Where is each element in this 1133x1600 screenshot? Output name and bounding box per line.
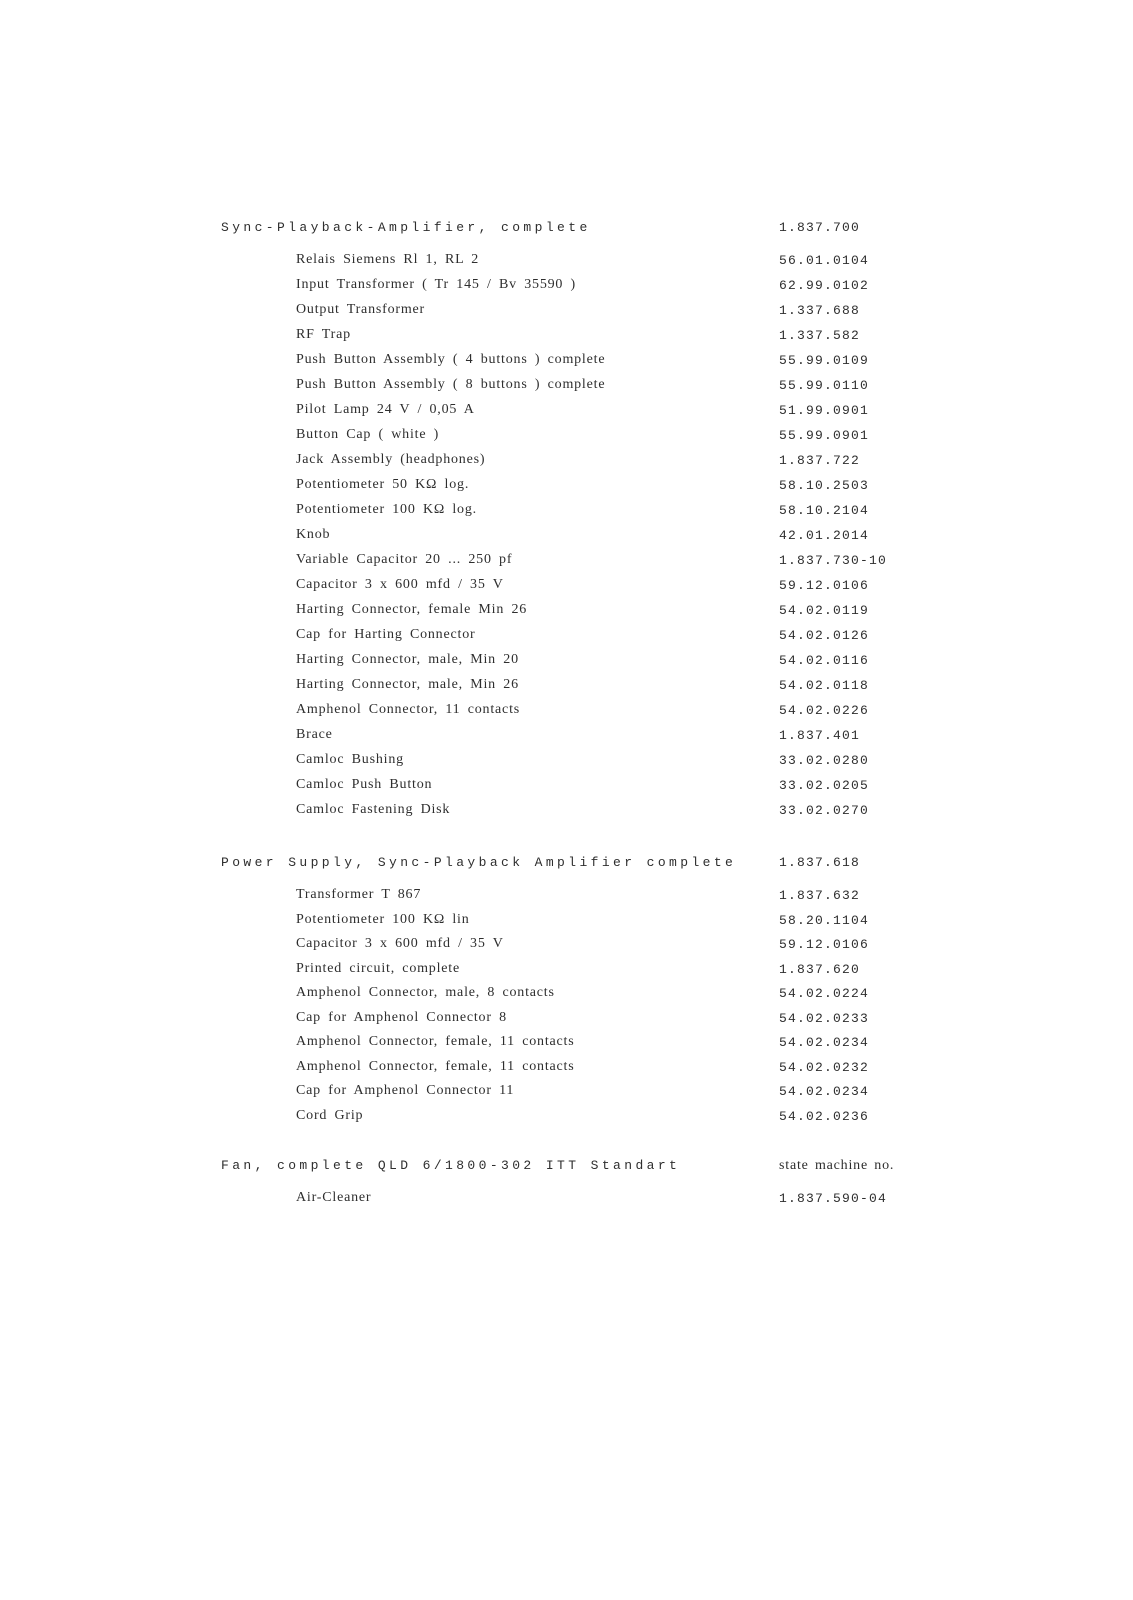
item-part-number: 1.837.722	[779, 453, 861, 468]
item-label: Cap for Harting Connector	[296, 627, 476, 642]
item-label: Potentiometer 50 KΩ log.	[296, 477, 470, 492]
list-item	[0, 277, 1133, 302]
item-label: Harting Connector, female Min 26	[296, 602, 528, 617]
item-part-number: 54.02.0119	[779, 603, 870, 618]
item-part-number: 33.02.0280	[779, 753, 870, 768]
item-part-number: 55.99.0110	[779, 378, 870, 393]
item-label: Cap for Amphenol Connector 11	[296, 1083, 515, 1098]
item-part-number: 42.01.2014	[779, 528, 870, 543]
item-label: Input Transformer ( Tr 145 / Bv 35590 )	[296, 277, 576, 292]
section-title: Sync-Playback-Amplifier, complete	[221, 220, 591, 235]
item-part-number: 54.02.0234	[779, 1084, 870, 1099]
item-label: Transformer T 867	[296, 887, 422, 902]
item-label: Potentiometer 100 KΩ lin	[296, 911, 470, 927]
item-part-number: 58.10.2503	[779, 478, 870, 493]
list-item	[0, 1083, 1133, 1108]
list-item	[0, 936, 1133, 961]
list-item	[0, 1108, 1133, 1133]
item-label: Camloc Fastening Disk	[296, 802, 451, 817]
item-label: Amphenol Connector, female, 11 contacts	[296, 1034, 575, 1049]
list-item	[0, 777, 1133, 802]
item-label: Harting Connector, male, Min 26	[296, 677, 519, 692]
item-part-number: 54.02.0118	[779, 678, 870, 693]
item-label: Camloc Bushing	[296, 752, 404, 767]
list-item	[0, 452, 1133, 477]
item-label: Amphenol Connector, male, 8 contacts	[296, 985, 555, 1000]
item-label: Cord Grip	[296, 1107, 364, 1123]
item-part-number: 59.12.0106	[779, 937, 870, 952]
item-label: Brace	[296, 727, 333, 742]
item-label: Push Button Assembly ( 8 buttons ) complete	[296, 377, 606, 392]
list-item	[0, 985, 1133, 1010]
list-item	[0, 727, 1133, 752]
list-item	[0, 377, 1133, 402]
item-label: Output Transformer	[296, 302, 426, 317]
item-part-number: 58.10.2104	[779, 503, 870, 518]
item-label: Amphenol Connector, female, 11 contacts	[296, 1058, 575, 1074]
section-fan	[0, 1158, 1133, 1215]
list-item	[0, 1190, 1133, 1215]
list-item	[0, 652, 1133, 677]
list-item	[0, 302, 1133, 327]
item-label: Camloc Push Button	[296, 777, 433, 792]
item-label: Knob	[296, 527, 331, 542]
list-item	[0, 352, 1133, 377]
list-item	[0, 477, 1133, 502]
list-item	[0, 427, 1133, 452]
item-part-number: 33.02.0270	[779, 803, 870, 818]
item-label: Cap for Amphenol Connector 8	[296, 1009, 507, 1025]
list-item	[0, 752, 1133, 777]
item-part-number: 54.02.0236	[779, 1108, 870, 1124]
item-part-number: 54.02.0234	[779, 1035, 870, 1050]
list-item	[0, 887, 1133, 912]
item-list	[0, 887, 1133, 1132]
item-part-number: 1.837.632	[779, 888, 861, 903]
list-item	[0, 527, 1133, 552]
item-part-number: 54.02.0126	[779, 628, 870, 643]
section-title: Power Supply, Sync-Playback Amplifier complete	[221, 855, 737, 870]
item-part-number: 55.99.0901	[779, 428, 870, 443]
item-part-number: 54.02.0224	[779, 986, 870, 1001]
item-part-number: 59.12.0106	[779, 578, 870, 593]
item-part-number: 1.337.582	[779, 328, 861, 343]
item-part-number: 54.02.0226	[779, 703, 870, 718]
item-label: Capacitor 3 x 600 mfd / 35 V	[296, 936, 504, 951]
item-label: Push Button Assembly ( 4 buttons ) complete	[296, 352, 606, 367]
list-item	[0, 602, 1133, 627]
list-item	[0, 577, 1133, 602]
list-item	[0, 912, 1133, 937]
list-item	[0, 961, 1133, 986]
item-part-number: 54.02.0232	[779, 1059, 870, 1075]
item-part-number: 62.99.0102	[779, 278, 870, 293]
item-label: Amphenol Connector, 11 contacts	[296, 702, 521, 717]
list-item	[0, 702, 1133, 727]
section-part-number: state machine no.	[779, 1158, 895, 1173]
list-item	[0, 552, 1133, 577]
list-item	[0, 1059, 1133, 1084]
section-heading	[0, 220, 1133, 244]
item-label: Potentiometer 100 KΩ log.	[296, 502, 477, 517]
list-item	[0, 502, 1133, 527]
list-item	[0, 677, 1133, 702]
item-label: Pilot Lamp 24 V / 0,05 A	[296, 402, 475, 417]
list-item	[0, 627, 1133, 652]
item-label: Harting Connector, male, Min 20	[296, 652, 519, 667]
item-label: Variable Capacitor 20 ... 250 pf	[296, 552, 513, 567]
section-power-supply	[0, 855, 1133, 1132]
item-part-number: 1.837.590-04	[779, 1191, 888, 1206]
item-part-number: 1.837.730-10	[779, 553, 888, 568]
item-part-number: 1.837.401	[779, 728, 861, 743]
section-heading	[0, 1158, 1133, 1182]
section-heading	[0, 855, 1133, 879]
section-part-number: 1.837.618	[779, 855, 861, 870]
item-label: Relais Siemens Rl 1, RL 2	[296, 252, 480, 267]
list-item	[0, 402, 1133, 427]
section-part-number: 1.837.700	[779, 220, 861, 235]
list-item	[0, 327, 1133, 352]
item-label: Jack Assembly (headphones)	[296, 452, 486, 467]
item-part-number: 56.01.0104	[779, 253, 870, 268]
item-part-number: 58.20.1104	[779, 912, 870, 928]
item-label: Air-Cleaner	[296, 1190, 372, 1205]
list-item	[0, 1010, 1133, 1035]
item-part-number: 54.02.0116	[779, 653, 870, 668]
section-sync-playback-amplifier	[0, 220, 1133, 827]
item-label: Button Cap ( white )	[296, 427, 440, 442]
list-item	[0, 252, 1133, 277]
item-label: RF Trap	[296, 327, 351, 342]
item-part-number: 33.02.0205	[779, 778, 870, 793]
item-part-number: 1.837.620	[779, 961, 861, 977]
item-part-number: 55.99.0109	[779, 353, 870, 368]
list-item	[0, 1034, 1133, 1059]
item-list	[0, 1190, 1133, 1215]
item-part-number: 1.337.688	[779, 303, 861, 318]
item-part-number: 51.99.0901	[779, 403, 870, 418]
item-list	[0, 252, 1133, 827]
item-label: Printed circuit, complete	[296, 960, 461, 976]
list-item	[0, 802, 1133, 827]
section-title: Fan, complete QLD 6/1800-302 ITT Standart	[221, 1158, 681, 1173]
item-label: Capacitor 3 x 600 mfd / 35 V	[296, 577, 504, 592]
item-part-number: 54.02.0233	[779, 1010, 870, 1026]
